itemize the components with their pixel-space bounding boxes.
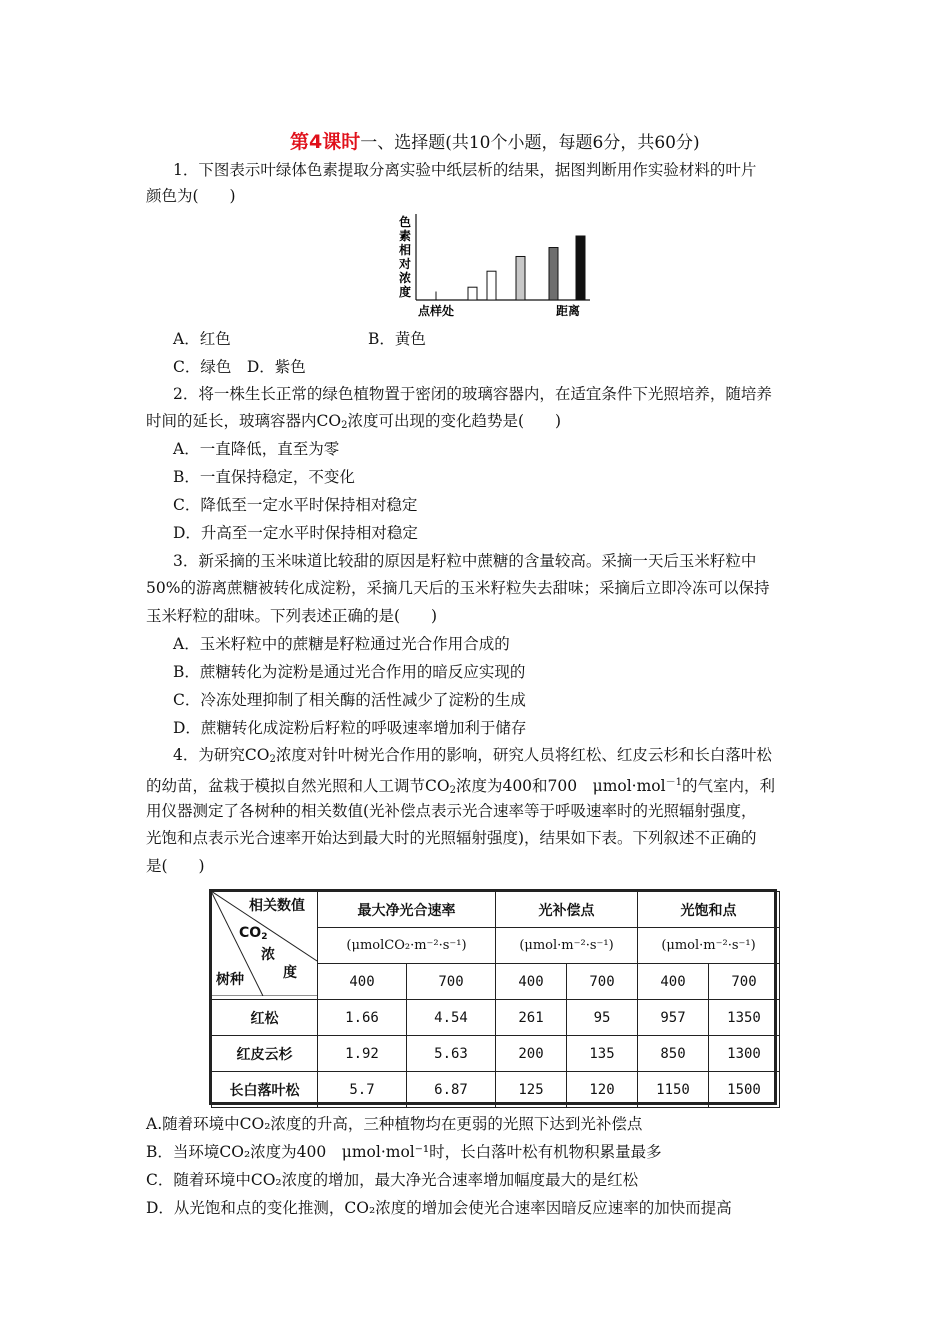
level-cell: 700 [407, 964, 496, 1000]
q3-option-c: C．冷冻处理抑制了相关酶的活性减少了淀粉的生成 [173, 691, 526, 709]
q4-l2e: 的气室内，利 [681, 777, 775, 795]
table-row [212, 1036, 780, 1072]
chart-ylabel-char: 相 [399, 243, 412, 257]
q2-stem-line1: 2．将一株生长正常的绿色植物置于密闭的玻璃容器内，在适宜条件下光照培养，随培养 [173, 385, 772, 403]
value-cell: 1500 [709, 1072, 780, 1108]
chart-bar-4 [549, 248, 558, 300]
value-cell: 6.87 [407, 1072, 496, 1108]
q4-l1a: 4．为研究CO [173, 746, 270, 764]
q4-l2a: 的幼苗，盆栽于模拟自然光照和人工调节CO [146, 777, 450, 795]
q4-stem-line2 [146, 773, 775, 801]
q4-stem-line4: 光饱和点表示光合速率开始达到最大时的光照辐射强度)，结果如下表。下列叙述不正确的 [146, 829, 757, 847]
chart-bar-2 [487, 271, 496, 300]
unit-compensation: (μmol·m⁻²·s⁻¹) [496, 928, 638, 964]
value-cell: 957 [638, 1000, 709, 1036]
lesson-title: 第4课时 [290, 131, 361, 153]
q2-option-d: D．升高至一定水平时保持相对稳定 [173, 524, 418, 542]
value-cell: 1.92 [318, 1036, 407, 1072]
q2-option-a: A．一直降低，直至为零 [173, 440, 340, 458]
species-cell: 长白落叶松 [212, 1072, 318, 1108]
q3-option-a: A．玉米籽粒中的蔗糖是籽粒通过光合作用合成的 [173, 635, 510, 653]
table-row [212, 1072, 780, 1108]
value-cell: 261 [496, 1000, 567, 1036]
value-cell: 1150 [638, 1072, 709, 1108]
chart-ylabel-char: 素 [399, 229, 412, 243]
q2-option-c: C．降低至一定水平时保持相对稳定 [173, 496, 418, 514]
q4-l2c: 浓度为400和700 μmol·mol [455, 777, 666, 795]
q2-text-c: 浓度可出现的变化趋势是( ) [347, 412, 562, 430]
chart-ylabel-char: 浓 [399, 271, 412, 285]
value-cell: 850 [638, 1036, 709, 1072]
value-cell: 4.54 [407, 1000, 496, 1036]
q1-stem-line2: 颜色为( ) [146, 187, 236, 205]
q3-stem-line3: 玉米籽粒的甜味。下列表述正确的是( ) [146, 607, 438, 625]
q3-stem-line1: 3．新采摘的玉米味道比较甜的原因是籽粒中蔗糖的含量较高。采摘一天后玉米籽粒中 [173, 552, 757, 570]
corner-label-nong: 浓 [261, 947, 275, 963]
q1-option-cd: C．绿色 D．紫色 [173, 358, 306, 376]
chart-ylabel [398, 214, 411, 299]
q4-stem-line1 [173, 745, 772, 770]
table-row [212, 1000, 780, 1036]
q3-option-b: B．蔗糖转化为淀粉是通过光合作用的暗反应实现的 [173, 663, 526, 681]
group-header-max-rate: 最大净光合速率 [318, 892, 496, 928]
chart-xlabel-start: 点样处 [418, 304, 455, 318]
chart-ylabel-char: 对 [399, 257, 412, 271]
section-title: 一、选择题(共10个小题，每题6分，共60分) [360, 133, 700, 153]
level-cell: 400 [496, 964, 567, 1000]
corner-label-bottom: 树种 [216, 972, 244, 988]
value-cell: 5.63 [407, 1036, 496, 1072]
value-cell: 5.7 [318, 1072, 407, 1108]
group-header-compensation: 光补偿点 [496, 892, 638, 928]
page-header [290, 127, 700, 154]
chart-ylabel-char: 度 [399, 285, 412, 299]
value-cell: 1.66 [318, 1000, 407, 1036]
value-cell: 1350 [709, 1000, 780, 1036]
value-cell: 120 [567, 1072, 638, 1108]
value-cell: 1300 [709, 1036, 780, 1072]
q3-stem-line2: 50%的游离蔗糖被转化成淀粉，采摘几天后的玉米籽粒失去甜味；采摘后立即冷冻可以保持 [146, 579, 770, 597]
q1-option-a: A．红色 [173, 330, 231, 348]
q4-l1c: 浓度对针叶树光合作用的影响，研究人员将红松、红皮云杉和长白落叶松 [275, 746, 772, 764]
q1-option-b: B．黄色 [368, 330, 426, 348]
level-cell: 400 [318, 964, 407, 1000]
chart-ylabel-char: 色 [399, 215, 412, 229]
level-cell: 700 [709, 964, 780, 1000]
q4-option-b: B．当环境CO₂浓度为400 μmol·mol⁻¹时，长白落叶松有机物积累量最多 [146, 1143, 662, 1161]
q4-option-a: A.随着环境中CO₂浓度的升高，三种植物均在更弱的光照下达到光补偿点 [146, 1115, 643, 1133]
unit-max-rate: (μmolCO₂·m⁻²·s⁻¹) [318, 928, 496, 964]
q4-option-c: C．随着环境中CO₂浓度的增加，最大净光合速率增加幅度最大的是红松 [146, 1171, 639, 1189]
corner-co-sub: 2 [261, 932, 268, 942]
q2-sub: 2 [341, 420, 348, 431]
q4-stem-line5: 是( ) [146, 857, 205, 875]
value-cell: 125 [496, 1072, 567, 1108]
chart-bars [436, 236, 585, 300]
chart-xlabel-end: 距离 [556, 304, 581, 318]
corner-label-co2 [239, 925, 267, 942]
q4-option-d: D．从光饱和点的变化推测，CO₂浓度的增加会使光合速率因暗反应速率的加快而提高 [146, 1199, 732, 1217]
q2-option-b: B．一直保持稳定，不变化 [173, 468, 355, 486]
q3-option-d: D．蔗糖转化成淀粉后籽粒的呼吸速率增加利于储存 [173, 719, 527, 737]
species-cell: 红松 [212, 1000, 318, 1036]
corner-label-top: 相关数值 [249, 898, 305, 914]
value-cell: 95 [567, 1000, 638, 1036]
value-cell: 135 [567, 1036, 638, 1072]
q2-text-a: 时间的延长，玻璃容器内CO [146, 412, 342, 430]
level-cell: 700 [567, 964, 638, 1000]
unit-saturation: (μmol·m⁻²·s⁻¹) [638, 928, 780, 964]
chart-bar-3 [516, 256, 525, 300]
group-header-saturation: 光饱和点 [638, 892, 780, 928]
chromatography-chart [395, 214, 595, 324]
chart-bar-5 [576, 236, 585, 300]
level-cell: 400 [638, 964, 709, 1000]
q4-l2-sub: 2 [449, 785, 456, 796]
corner-co: CO [239, 925, 262, 941]
q4-stem-line3: 用仪器测定了各树种的相关数值(光补偿点表示光合速率等于呼吸速率时的光照辐射强度， [146, 802, 757, 820]
chart-bar-1 [468, 287, 477, 300]
species-cell: 红皮云杉 [212, 1036, 318, 1072]
q4-l1-sub: 2 [269, 754, 276, 765]
q1-stem-line1: 1．下图表示叶绿体色素提取分离实验中纸层析的结果，据图判断用作实验材料的叶片 [173, 161, 757, 179]
corner-label-du: 度 [283, 965, 297, 981]
value-cell: 200 [496, 1036, 567, 1072]
q4-l2-sup: －1 [665, 777, 682, 788]
q2-stem-line2 [146, 411, 561, 436]
chart-svg [395, 214, 595, 324]
table-corner-header [211, 891, 317, 996]
